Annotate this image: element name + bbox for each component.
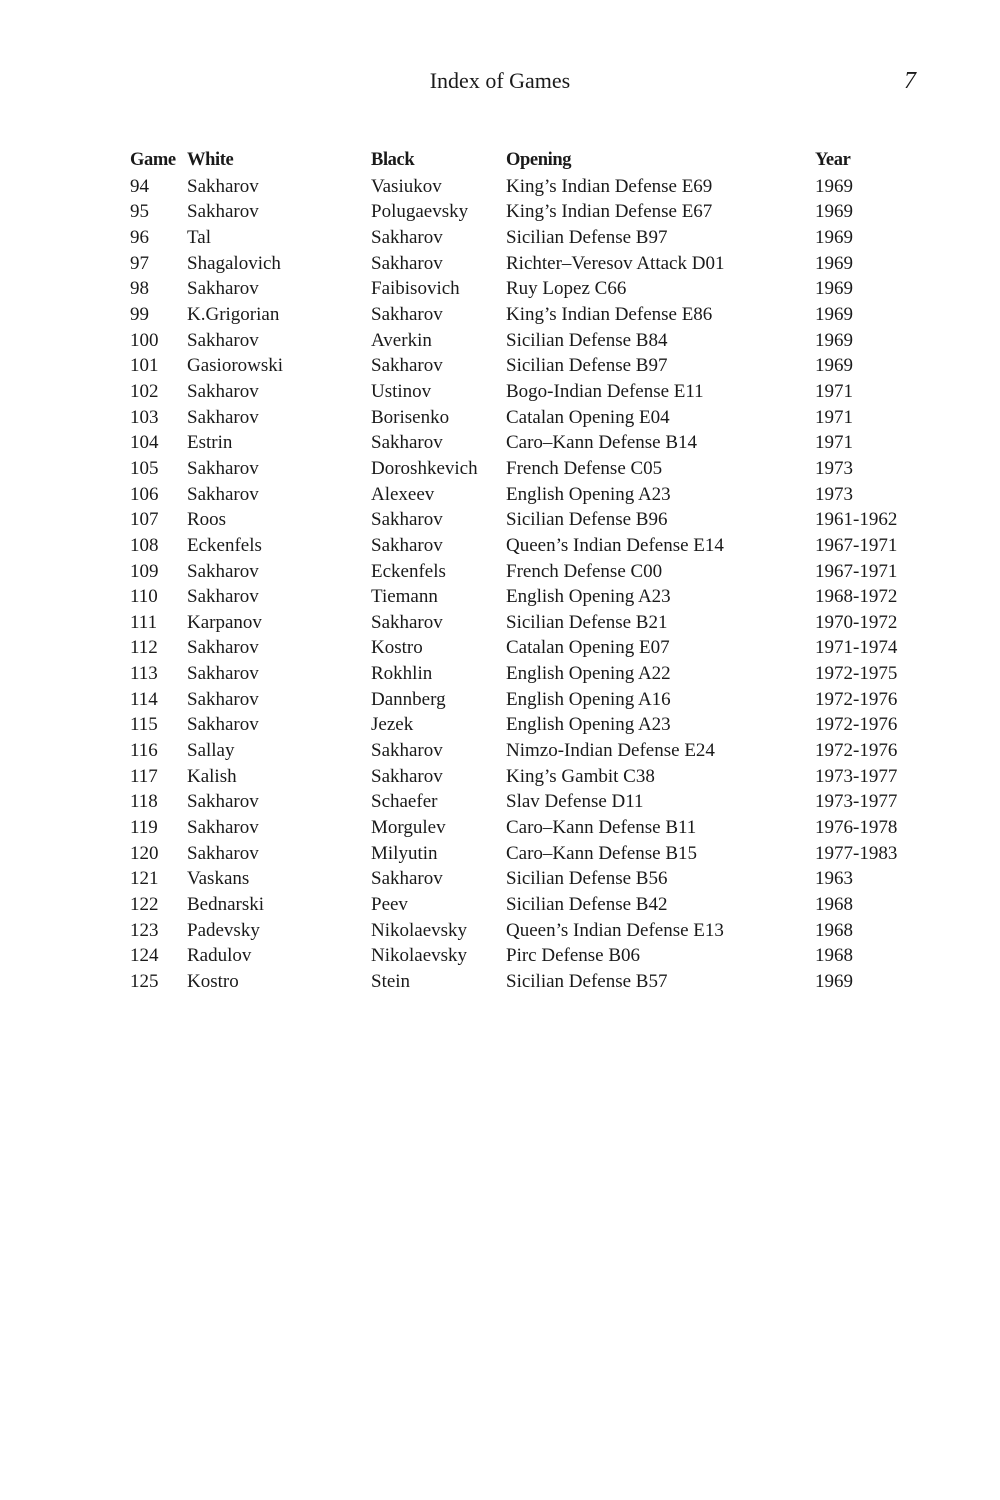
year-cell: 1967-1971 [815,534,898,556]
black-player-cell: Borisenko [371,406,450,428]
year-cell: 1971 [815,432,853,454]
table-row [130,969,925,995]
game-number-cell: 114 [130,688,158,710]
white-player-cell: Sakharov [187,817,259,839]
table-row [130,482,925,508]
white-player-cell: Sakharov [187,791,259,813]
year-cell: 1961-1962 [815,509,898,531]
black-player-cell: Alexeev [371,483,435,505]
year-cell: 1969 [815,303,853,325]
game-number-cell: 109 [130,560,159,582]
game-number-cell: 124 [130,945,159,967]
black-player-cell: Morgulev [371,817,446,839]
opening-cell: Sicilian Defense B42 [506,894,668,916]
opening-cell: Sicilian Defense B84 [506,329,668,351]
game-number-cell: 103 [130,406,159,428]
white-player-cell: Roos [187,509,227,531]
table-row [130,892,925,918]
opening-cell: Ruy Lopez C66 [506,278,627,300]
black-player-cell: Stein [371,971,411,992]
game-number-cell: 110 [130,586,158,608]
table-row [130,584,925,610]
white-player-cell: Sakharov [187,201,259,223]
opening-cell: Caro–Kann Defense B11 [506,817,697,839]
black-player-cell: Rokhlin [371,663,433,685]
table-row [130,559,925,585]
opening-cell: Queen’s Indian Defense E14 [506,534,724,556]
black-player-cell: Sakharov [371,226,443,248]
white-player-cell: Sakharov [187,329,259,351]
year-cell: 1969 [815,252,853,274]
year-cell: 1972-1976 [815,714,898,736]
white-player-cell: Sakharov [187,688,259,710]
white-player-cell: Sakharov [187,714,259,736]
opening-cell: Nimzo-Indian Defense E24 [506,740,715,762]
white-player-cell: Radulov [187,945,252,967]
year-cell: 1963 [815,868,853,890]
white-player-cell: Kalish [187,765,237,787]
game-number-cell: 102 [130,380,159,402]
table-row [130,687,925,713]
black-player-cell: Tiemann [371,586,438,608]
table-row [130,405,925,431]
white-player-cell: Padevsky [187,919,260,941]
game-number-cell: 121 [130,868,159,890]
black-player-cell: Vasiukov [371,175,442,197]
year-cell: 1969 [815,226,853,248]
opening-cell: Caro–Kann Defense B14 [506,432,698,454]
table-row [130,430,925,456]
table-body [130,174,925,995]
table-row [130,507,925,533]
table-row [130,610,925,636]
black-player-cell: Eckenfels [371,560,446,582]
black-player-cell: Schaefer [371,791,438,813]
year-cell: 1972-1976 [815,688,898,710]
black-player-cell: Sakharov [371,432,443,454]
column-header-opening: Opening [506,150,572,170]
game-number-cell: 95 [130,201,149,223]
white-player-cell: Sallay [187,740,235,762]
opening-cell: French Defense C00 [506,560,663,582]
game-number-cell: 97 [130,252,149,274]
white-player-cell: Bednarski [187,894,265,916]
opening-cell: King’s Indian Defense E86 [506,303,713,325]
opening-cell: English Opening A23 [506,586,671,608]
table-row [130,174,925,200]
table-row [130,661,925,687]
table-row [130,943,925,969]
table-row [130,533,925,559]
black-player-cell: Nikolaevsky [371,945,468,967]
year-cell: 1972-1975 [815,663,898,685]
black-player-cell: Kostro [371,637,423,659]
year-cell: 1970-1972 [815,611,898,633]
opening-cell: Catalan Opening E04 [506,406,670,428]
white-player-cell: Sakharov [187,842,259,864]
year-cell: 1973-1977 [815,765,898,787]
table-row [130,918,925,944]
white-player-cell: Estrin [187,432,233,454]
game-number-cell: 96 [130,226,149,248]
table-row [130,225,925,251]
game-number-cell: 98 [130,278,149,300]
black-player-cell: Faibisovich [371,278,460,300]
opening-cell: English Opening A23 [506,483,671,505]
table-row [130,328,925,354]
game-number-cell: 113 [130,663,158,685]
game-number-cell: 111 [130,611,158,633]
game-number-cell: 94 [130,175,149,197]
game-number-cell: 122 [130,894,159,916]
year-cell: 1973 [815,483,853,505]
black-player-cell: Milyutin [371,842,438,864]
black-player-cell: Ustinov [371,380,432,402]
page-number: 7 [904,68,916,94]
game-number-cell: 123 [130,919,159,941]
black-player-cell: Dannberg [371,688,446,710]
table-row [130,841,925,867]
opening-cell: Pirc Defense B06 [506,945,641,967]
white-player-cell: Sakharov [187,663,259,685]
white-player-cell: Sakharov [187,406,259,428]
black-player-cell: Jezek [371,714,414,736]
year-cell: 1968 [815,945,853,967]
white-player-cell: Gasiorowski [187,355,284,377]
game-number-cell: 107 [130,509,159,531]
black-player-cell: Sakharov [371,252,443,274]
game-number-cell: 105 [130,457,159,479]
year-cell: 1971 [815,380,853,402]
game-number-cell: 112 [130,637,158,659]
black-player-cell: Sakharov [371,765,443,787]
black-player-cell: Sakharov [371,611,443,633]
year-cell: 1969 [815,278,853,300]
year-cell: 1967-1971 [815,560,898,582]
opening-cell: Sicilian Defense B21 [506,611,668,633]
black-player-cell: Sakharov [371,534,443,556]
table-row [130,456,925,482]
table-header-row [130,148,925,174]
game-number-cell: 106 [130,483,159,505]
game-number-cell: 108 [130,534,159,556]
game-number-cell: 100 [130,329,159,351]
opening-cell: Sicilian Defense B97 [506,226,668,248]
year-cell: 1971 [815,406,853,428]
opening-cell: Catalan Opening E07 [506,637,670,659]
opening-cell: French Defense C05 [506,457,663,479]
opening-cell: King’s Indian Defense E67 [506,201,713,223]
white-player-cell: Vaskans [187,868,250,890]
opening-cell: English Opening A22 [506,663,671,685]
game-number-cell: 115 [130,714,158,736]
white-player-cell: Sakharov [187,483,259,505]
black-player-cell: Sakharov [371,509,443,531]
white-player-cell: Karpanov [187,611,262,633]
white-player-cell: Sakharov [187,175,259,197]
table-row [130,251,925,277]
year-cell: 1976-1978 [815,817,898,839]
year-cell: 1969 [815,971,853,992]
column-header-year: Year [815,150,851,170]
year-cell: 1969 [815,329,853,351]
table-row [130,789,925,815]
table-row [130,199,925,225]
table-row [130,379,925,405]
year-cell: 1969 [815,201,853,223]
white-player-cell: K.Grigorian [187,303,280,325]
game-number-cell: 117 [130,765,158,787]
black-player-cell: Sakharov [371,868,443,890]
opening-cell: Sicilian Defense B96 [506,509,668,531]
white-player-cell: Sakharov [187,278,259,300]
game-number-cell: 120 [130,842,159,864]
opening-cell: English Opening A16 [506,688,671,710]
white-player-cell: Sakharov [187,457,259,479]
year-cell: 1971-1974 [815,637,898,659]
game-number-cell: 99 [130,303,149,325]
year-cell: 1973-1977 [815,791,898,813]
opening-cell: King’s Gambit C38 [506,765,655,787]
table-row [130,738,925,764]
opening-cell: Queen’s Indian Defense E13 [506,919,724,941]
column-header-black: Black [371,150,415,170]
opening-cell: Slav Defense D11 [506,791,644,813]
year-cell: 1968 [815,919,853,941]
table-row [130,866,925,892]
black-player-cell: Polugaevsky [371,201,469,223]
opening-cell: Sicilian Defense B97 [506,355,668,377]
game-number-cell: 101 [130,355,159,377]
table-row [130,635,925,661]
column-header-game: Game [130,150,176,170]
opening-cell: Caro–Kann Defense B15 [506,842,698,864]
black-player-cell: Peev [371,894,408,916]
opening-cell: King’s Indian Defense E69 [506,175,713,197]
table-row [130,764,925,790]
opening-cell: English Opening A23 [506,714,671,736]
game-number-cell: 104 [130,432,159,454]
year-cell: 1969 [815,175,853,197]
black-player-cell: Sakharov [371,303,443,325]
game-number-cell: 119 [130,817,158,839]
black-player-cell: Sakharov [371,740,443,762]
black-player-cell: Averkin [371,329,432,351]
black-player-cell: Sakharov [371,355,443,377]
opening-cell: Richter–Veresov Attack D01 [506,252,725,274]
game-number-cell: 116 [130,740,158,762]
white-player-cell: Sakharov [187,380,259,402]
white-player-cell: Tal [187,226,211,248]
white-player-cell: Kostro [187,971,239,992]
table-row [130,302,925,328]
white-player-cell: Eckenfels [187,534,262,556]
year-cell: 1968-1972 [815,586,898,608]
white-player-cell: Shagalovich [187,252,281,274]
white-player-cell: Sakharov [187,560,259,582]
white-player-cell: Sakharov [187,637,259,659]
game-number-cell: 125 [130,971,159,992]
table-row [130,712,925,738]
white-player-cell: Sakharov [187,586,259,608]
column-header-white: White [187,150,234,170]
table-row [130,815,925,841]
opening-cell: Bogo-Indian Defense E11 [506,380,704,402]
year-cell: 1977-1983 [815,842,898,864]
opening-cell: Sicilian Defense B57 [506,971,668,992]
black-player-cell: Nikolaevsky [371,919,468,941]
index-of-games-table [130,148,925,995]
game-number-cell: 118 [130,791,158,813]
running-head-title: Index of Games [429,68,571,93]
opening-cell: Sicilian Defense B56 [506,868,668,890]
table-row [130,276,925,302]
table-row [130,353,925,379]
black-player-cell: Doroshkevich [371,457,478,479]
year-cell: 1973 [815,457,853,479]
year-cell: 1968 [815,894,853,916]
year-cell: 1969 [815,355,853,377]
year-cell: 1972-1976 [815,740,898,762]
